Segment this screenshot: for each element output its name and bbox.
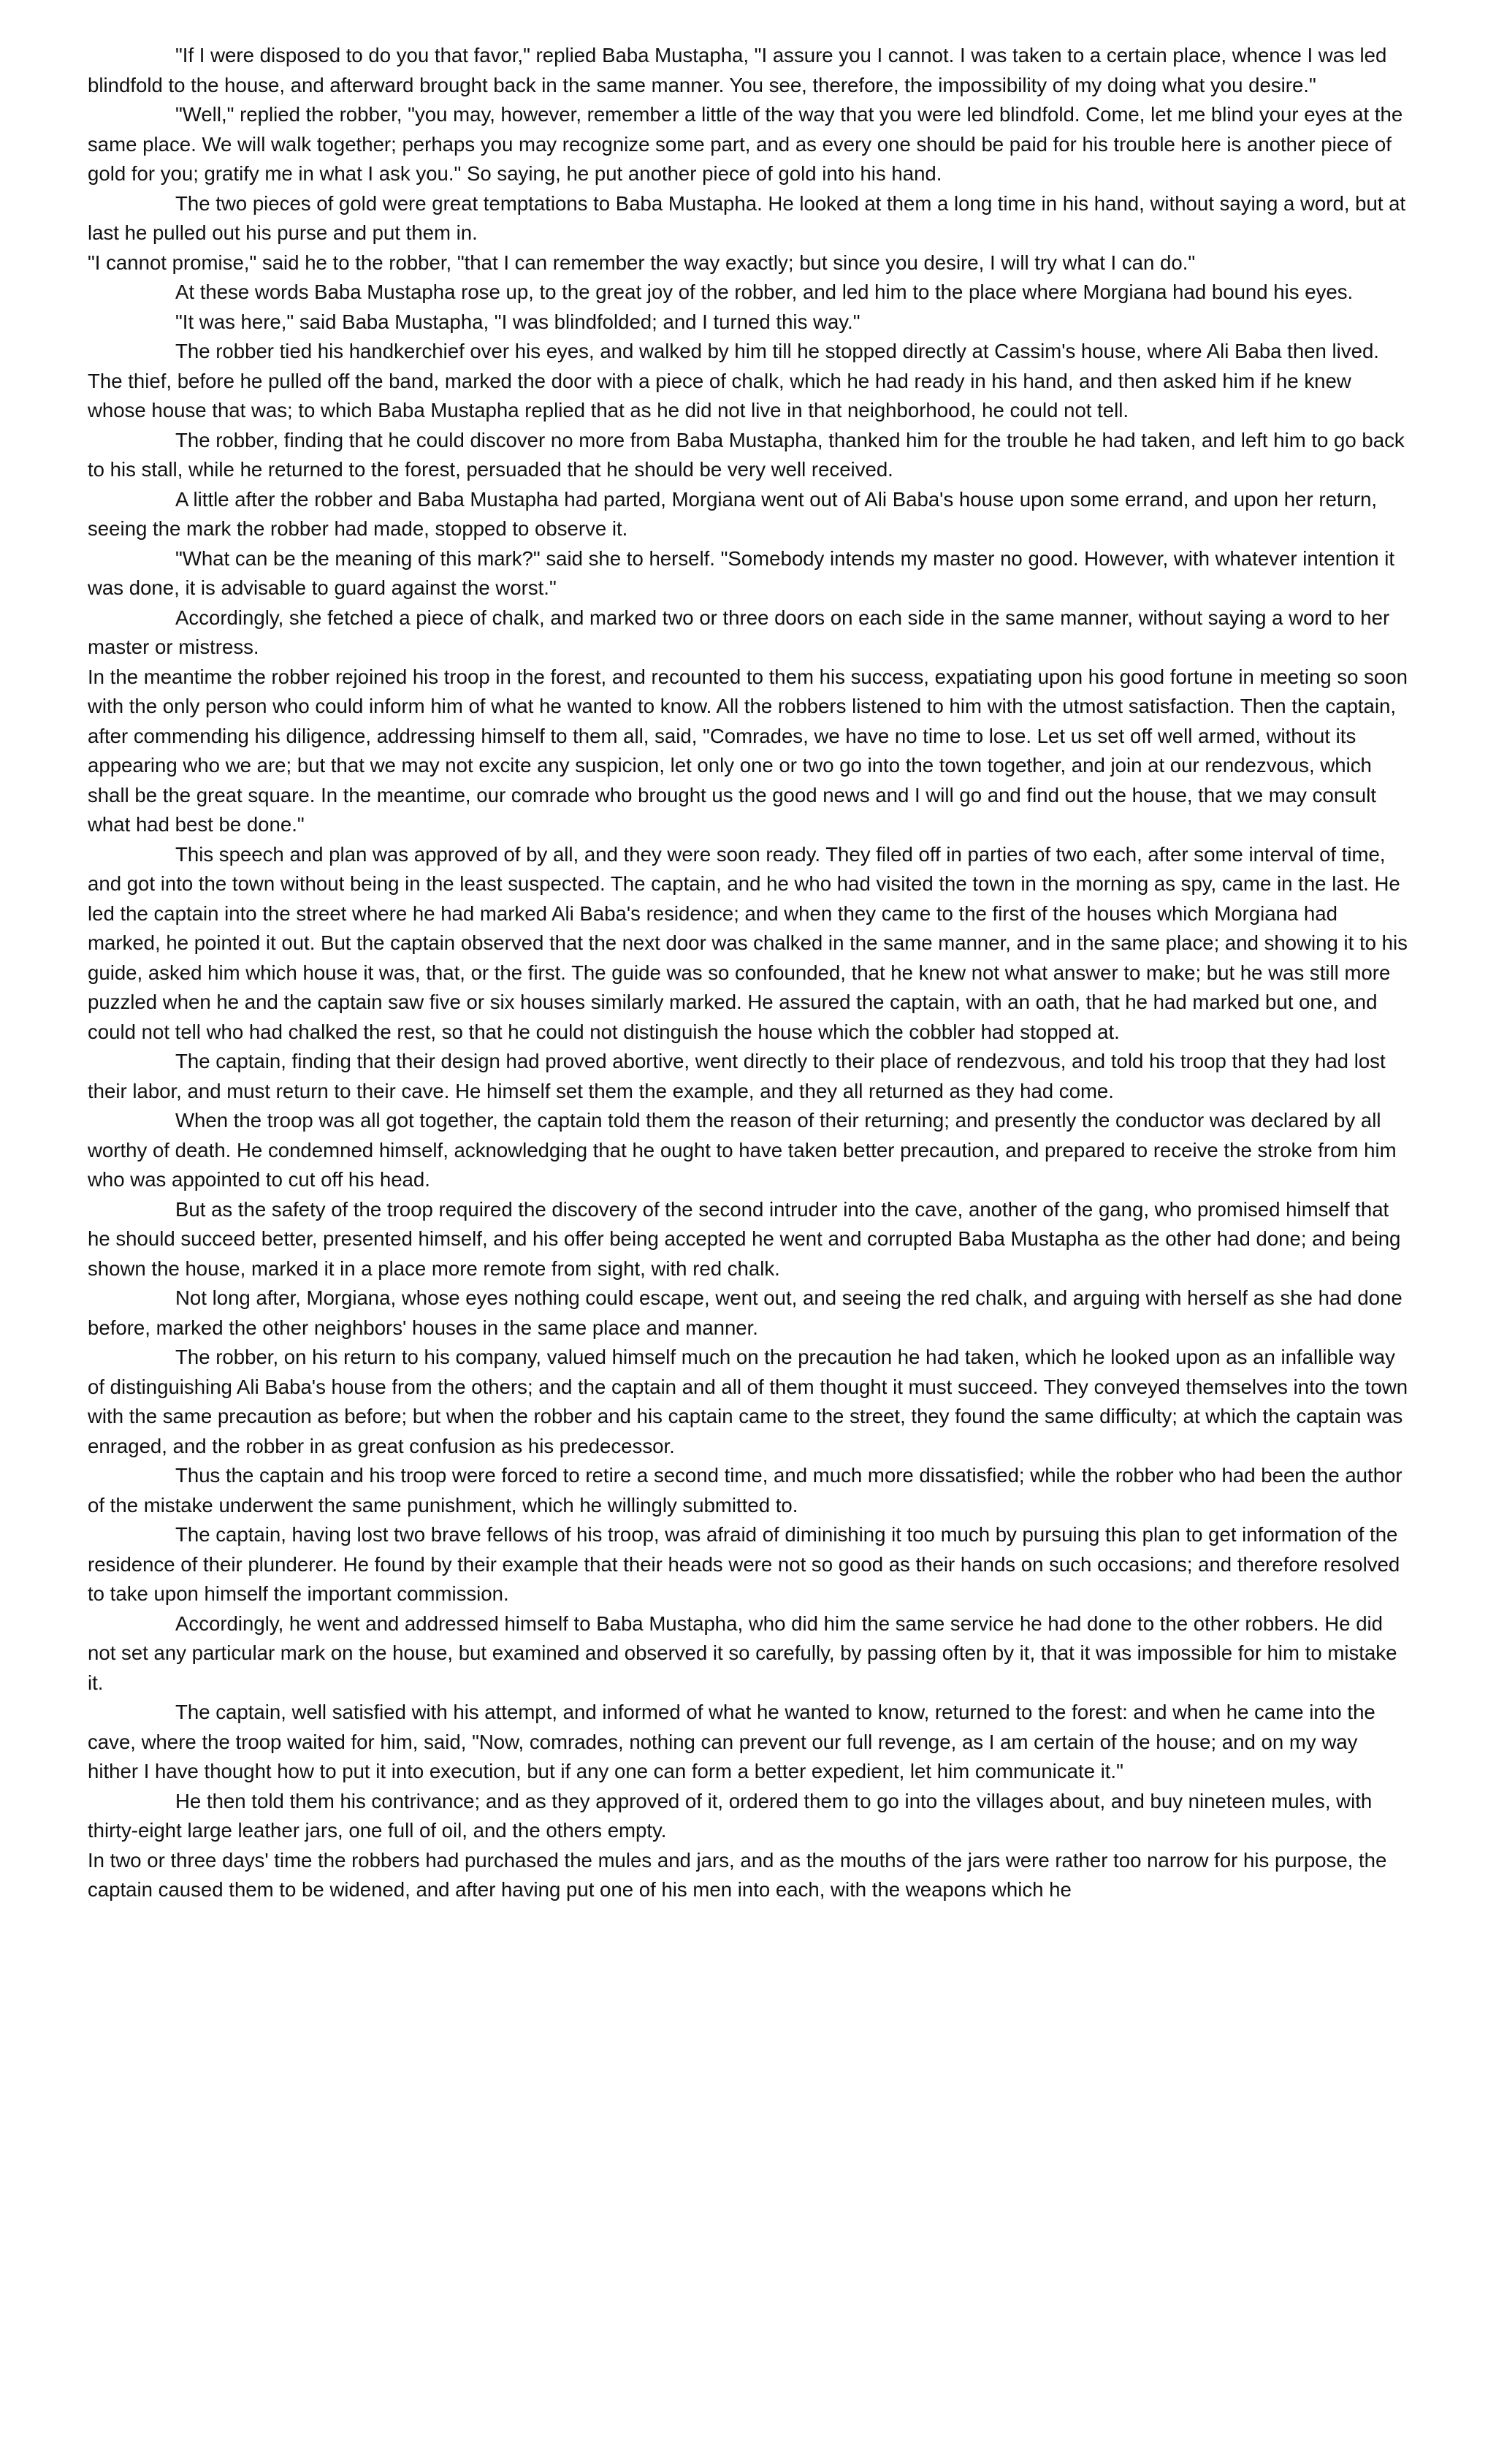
paragraph: The robber tied his handkerchief over his eyes, and walked by him till he stopped directly at Cassim's house, where Ali Baba then lived. The thief, before he pulled off the band, marked the door with a piece of chalk, which he had ready in his hand, and then asked him if he knew whose house that was; to which Baba Mustapha replied that as he did not live in that neighborhood, he could not tell.	[88, 340, 1379, 422]
paragraph: The robber, finding that he could discover no more from Baba Mustapha, thanked him for the trouble he had taken, and left him to go back to his stall, while he returned to the forest, persuaded that he should be very well received.	[88, 428, 1405, 481]
paragraph: The captain, well satisfied with his attempt, and informed of what he wanted to know, returned to the forest: and when he came into the cave, where the troop waited for him, said, "Now, comrades, nothing can prevent our full revenge, as I am certain of the house; and on my way hither I have thought how to put it into execution, but if any one can form a better expedient, let him communicate it."	[88, 1701, 1375, 1782]
paragraph: The robber, on his return to his company, valued himself much on the precaution he had taken, which he looked upon as an infallible way of distinguishing Ali Baba's house from the others; and the captain and all of them thought it must succeed. They conveyed themselves into the town with the same precaution as before; but when the robber and his captain came to the street, they found the same difficulty; at which the captain was enraged, and the robber in as great confusion as his predecessor.	[88, 1346, 1408, 1457]
paragraph: "If I were disposed to do you that favor," replied Baba Mustapha, "I assure you I cannot. I was taken to a certain place, whence I was led blindfold to the house, and afterward brought back in the same manner. You see, therefore, the impossibility of my doing what you desire."	[88, 44, 1387, 96]
paragraph: Accordingly, she fetched a piece of chalk, and marked two or three doors on each side in the same manner, without saying a word to her master or mistress.	[88, 606, 1390, 658]
paragraph: This speech and plan was approved of by all, and they were soon ready. They filed off in parties of two each, after some interval of time, and got into the town without being in the least suspected. The captain, and he who had visited the town in the morning as spy, came in the last. He led the captain into the street where he had marked Ali Baba's residence; and when they came to the first of the houses which Morgiana had marked, he pointed it out. But the captain observed that the next door was chalked in the same manner, and in the same place; and showing it to his guide, asked him which house it was, that, or the first. The guide was so confounded, that he knew not what answer to make; but he was still more puzzled when he and the captain saw five or six houses similarly marked. He assured the captain, with an oath, that he had marked but one, and could not tell who had chalked the rest, so that he could not distinguish the house which the cobbler had stopped at.	[88, 842, 1408, 1043]
paragraph: Accordingly, he went and addressed himself to Baba Mustapha, who did him the same service he had done to the other robbers. He did not set any particular mark on the house, but examined and observed it so carefully, by passing often by it, that it was impossible for him to mistake it.	[88, 1611, 1397, 1694]
paragraph: Thus the captain and his troop were forced to retire a second time, and much more dissatisfied; while the robber who had been the author of the mistake underwent the same punishment, which he willingly submitted to.	[88, 1464, 1402, 1517]
paragraph: The captain, finding that their design had proved abortive, went directly to their place of rendezvous, and told his troop that they had lost their labor, and must return to their cave. He himself set them the example, and they all returned as they had come.	[88, 1050, 1386, 1102]
paragraph: The two pieces of gold were great temptations to Baba Mustapha. He looked at them a long time in his hand, without saying a word, but at last he pulled out his purse and put them in.	[88, 191, 1406, 244]
paragraph: He then told them his contrivance; and as they approved of it, ordered them to go into the villages about, and buy nineteen mules, with thirty-eight large leather jars, one full of oil, and the others empty.	[88, 1789, 1373, 1842]
paragraph: At these words Baba Mustapha rose up, to the great joy of the robber, and led him to the place where Morgiana had bound his eyes.	[175, 281, 1354, 303]
paragraph: The captain, having lost two brave fellows of his troop, was afraid of diminishing it too much by pursuing this plan to get information of the residence of their plunderer. He found by their example that their heads were not so good as their hands on such occasions; and therefore resolved to take upon himself the important commission.	[88, 1523, 1400, 1605]
paragraph: "Well," replied the robber, "you may, however, remember a little of the way that you were led blindfold. Come, let me blind your eyes at the same place. We will walk together; perhaps you may recognize some part, and as every one should be paid for his trouble here is another piece of gold for you; gratify me in what I ask you." So saying, he put another piece of gold into his hand.	[88, 103, 1403, 185]
paragraph: Not long after, Morgiana, whose eyes nothing could escape, went out, and seeing the red chalk, and arguing with herself as she had done before, marked the other neighbors' houses in the same place and manner.	[88, 1286, 1402, 1339]
paragraph: "It was here," said Baba Mustapha, "I was blindfolded; and I turned this way."	[175, 310, 860, 333]
paragraph: "What can be the meaning of this mark?" said she to herself. "Somebody intends my master no good. However, with whatever intention it was done, it is advisable to guard against the worst."	[88, 546, 1395, 599]
paragraph: "I cannot promise," said he to the robber, "that I can remember the way exactly; but since you desire, I will try what I can do."	[88, 251, 1196, 274]
paragraph: When the troop was all got together, the captain told them the reason of their returning; and presently the conductor was declared by all worthy of death. He condemned himself, acknowledging that he ought to have taken better precaution, and prepared to receive the stroke from him who was appointed to cut off his head.	[88, 1109, 1397, 1191]
paragraph: A little after the robber and Baba Mustapha had parted, Morgiana went out of Ali Baba's house upon some errand, and upon her return, seeing the mark the robber had made, stopped to observe it.	[88, 487, 1378, 540]
paragraph: In two or three days' time the robbers had purchased the mules and jars, and as the mouths of the jars were rather too narrow for his purpose, the captain caused them to be widened, and after having put one of his men into each, with the weapons which he	[88, 1848, 1387, 1901]
document-page	[88, 41, 1411, 1905]
paragraph: But as the safety of the troop required the discovery of the second intruder into the cave, another of the gang, who promised himself that he should succeed better, presented himself, and his offer being accepted he went and corrupted Baba Mustapha as the other had done; and being shown the house, marked it in a place more remote from sight, with red chalk.	[88, 1197, 1401, 1280]
paragraph: In the meantime the robber rejoined his troop in the forest, and recounted to them his success, expatiating upon his good fortune in meeting so soon with the only person who could inform him of what he wanted to know. All the robbers listened to him with the utmost satisfaction. Then the captain, after commending his diligence, addressing himself to them all, said, "Comrades, we have no time to lose. Let us set off well armed, without its appearing who we are; but that we may not excite any suspicion, let only one or two go into the town together, and join at our rendezvous, which shall be the great square. In the meantime, our comrade who brought us the good news and I will go and find out the house, that we may consult what had best be done."	[88, 665, 1408, 836]
